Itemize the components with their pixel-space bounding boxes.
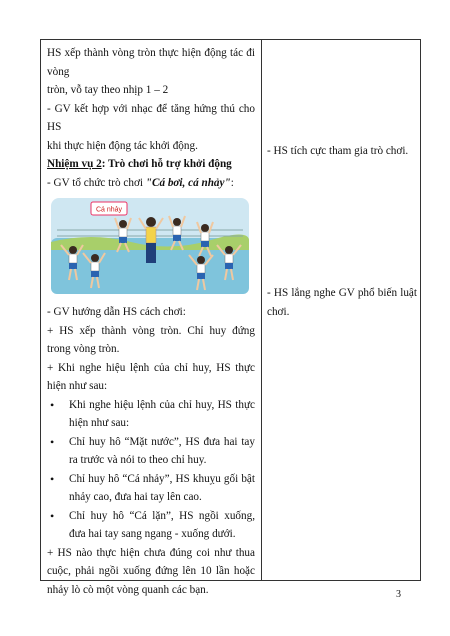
guide-text: - GV hướng dẫn HS cách chơi: xyxy=(47,306,186,318)
column-divider xyxy=(261,40,262,580)
task-label: Nhiệm vụ 2 xyxy=(47,158,102,170)
bullet-item: • Chỉ huy hô “Cá nhảy”, HS khuỵu gối bật nhảy cao, đưa hai tay lên cao. xyxy=(47,470,255,507)
page-number: 3 xyxy=(396,589,401,600)
lesson-table xyxy=(40,39,421,596)
bullet-item: • Chỉ huy hô “Cá lặn”, HS ngồi xuống, đưa hai tay sang ngang - xuống dưới. xyxy=(47,507,255,544)
game-suffix: : xyxy=(230,176,234,189)
penalty-text: + HS nào thực hiện chưa đúng coi như thua cuộc, phải ngồi xuống đứng lên 10 lần hoặc nhảy lò cò một vòng quanh các bạn. xyxy=(47,546,255,596)
bullet-list xyxy=(47,396,255,544)
teacher-activities-column xyxy=(47,44,255,599)
text-line: - GV kết hợp với nhạc để tăng hứng thú cho HS xyxy=(47,102,255,133)
rule-text: + HS xếp thành vòng tròn. Chỉ huy đứng trong vòng tròn. xyxy=(47,324,255,355)
illustration-caption: Cá nhảy xyxy=(95,206,123,214)
game-name: "Cá bơi, cá nhảy" xyxy=(145,176,231,189)
text-line: tròn, vỗ tay theo nhịp 1 – 2 xyxy=(47,84,169,96)
game-prefix: - GV tổ chức trò chơi xyxy=(47,176,146,189)
task-heading xyxy=(47,155,255,174)
game-illustration xyxy=(51,198,249,294)
student-activity: - HS lắng nghe GV phổ biến luật chơi. xyxy=(267,287,417,318)
bullet-item: • Khi nghe hiệu lệnh của chỉ huy, HS thực hiện như sau: xyxy=(47,396,255,433)
rule-text: + Khi nghe hiệu lệnh của chỉ huy, HS thực hiện như sau: xyxy=(47,361,255,392)
text-line: khi thực hiện động tác khởi động. xyxy=(47,139,198,152)
game-intro xyxy=(47,174,255,193)
student-activity: - HS tích cực tham gia trò chơi. xyxy=(267,145,409,157)
text-line: HS xếp thành vòng tròn thực hiện động tác đi vòng xyxy=(47,47,255,78)
bullet-item: • Chỉ huy hô “Mặt nước”, HS đưa hai tay ra trước và nói to theo chỉ huy. xyxy=(47,433,255,470)
task-title: : Trò chơi hỗ trợ khởi động xyxy=(101,158,232,170)
